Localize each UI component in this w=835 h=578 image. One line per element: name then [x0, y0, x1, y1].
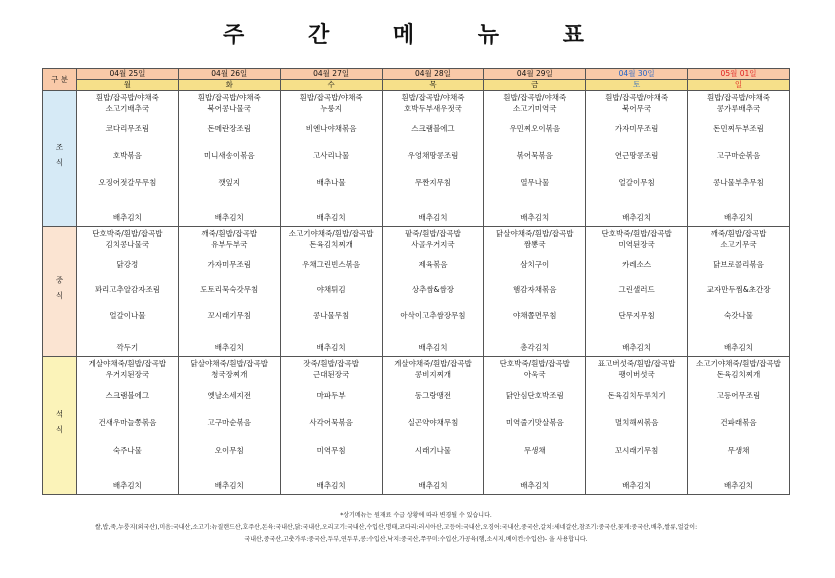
menu-item: 미니새송이볶음 [203, 151, 255, 161]
menu-item: 흰밥/잡곡밥/야채죽 [197, 93, 261, 102]
menu-item: 숙주나물 [112, 445, 142, 455]
weekday-header: 월 [77, 80, 179, 91]
menu-item: 소고기배추국 [105, 103, 150, 113]
menu-item: 단무지무침 [618, 310, 655, 320]
menu-item: 콩나물무침 [312, 310, 350, 320]
category-header: 구 분 [43, 69, 77, 91]
footnote [42, 510, 790, 546]
breakfast-menu-cell [688, 91, 790, 227]
footnote-notice: *상기메뉴는 원재료 수급 상황에 따라 변경될 수 있습니다. [340, 512, 492, 519]
menu-item: 배추김치 [112, 213, 142, 222]
menu-item: 청국장찌개 [211, 369, 248, 379]
menu-item: 우채그린빈스볶음 [302, 259, 361, 269]
menu-item: 배추김치 [418, 481, 448, 490]
menu-item: 가자미무조림 [614, 124, 659, 134]
menu-item: 콩가루배추국 [716, 103, 761, 113]
menu-item: 볶어묵볶음 [516, 151, 553, 161]
footnote-origin-line: 쌀,밥,죽,누룽지(외국산),미음:국내산,소고기:뉴질랜드산,호주산,돈육:국내산,닭:국내산,오리고기:국내산,수입산,명태,코다리:러시아산,고등어:국내산,오징어:국내산,중국산,갈치:세네갈산,참조기:중국산,꽃게:중국산,배추,쌀류,얼갈이: [94, 524, 698, 531]
menu-item: 오이무침 [214, 445, 244, 455]
page-title: 주 간 메 뉴 표 [223, 23, 612, 48]
menu-item: 단호박죽/흰밥/잡곡밥 [601, 229, 672, 238]
menu-item: 열무나물 [520, 178, 550, 188]
menu-item: 배추김치 [316, 213, 346, 222]
menu-item: 삼치구이 [520, 259, 550, 269]
menu-item: 흰밥/잡곡밥/야채죽 [299, 93, 363, 102]
menu-item: 북어콩나물국 [207, 103, 251, 113]
menu-item: 우민찌오이볶음 [509, 124, 561, 134]
menu-item: 우엉채땅콩조림 [407, 151, 459, 161]
menu-item: 고사리나물 [312, 151, 350, 161]
menu-item: 배추김치 [520, 481, 550, 490]
menu-item: 제육볶음 [418, 259, 448, 269]
date-header: 04월 25일 [77, 69, 179, 80]
menu-item: 흰밥/잡곡밥/야채죽 [95, 93, 159, 102]
menu-item: 단호박죽/흰밥/잡곡밥 [92, 229, 163, 238]
weekly-menu-table [42, 68, 790, 495]
menu-item: 건파래볶음 [720, 418, 757, 428]
menu-item: 배추김치 [214, 213, 244, 222]
menu-item: 미역된장국 [618, 239, 655, 249]
dinner-row [43, 357, 790, 495]
menu-item: 얼갈이나물 [109, 310, 146, 320]
menu-item: 비엔나야채볶음 [305, 124, 357, 134]
menu-item: 배추나물 [316, 178, 346, 188]
menu-item: 고구마순볶음 [207, 418, 251, 428]
menu-item: 배추김치 [724, 343, 754, 352]
lunch-menu-cell [586, 227, 688, 357]
menu-item: 표고버섯죽/흰밥/잡곡밥 [597, 359, 676, 368]
date-header: 04월 30일 [586, 69, 688, 80]
menu-item: 게살야채죽/흰밥/잡곡밥 [394, 359, 472, 368]
menu-item: 근대된장국 [312, 369, 350, 379]
menu-item: 배추김치 [316, 481, 346, 490]
menu-item: 돈육김치두루치기 [607, 390, 666, 400]
menu-item: 오징어젓갈무무침 [98, 178, 157, 188]
lunch-row [43, 227, 790, 357]
dinner-menu-cell [484, 357, 586, 495]
menu-item: 북어무국 [622, 103, 652, 113]
breakfast-row [43, 91, 790, 227]
menu-item: 깨죽/흰밥/잡곡밥 [201, 229, 258, 238]
menu-item: 팽이버섯국 [618, 369, 655, 379]
menu-item: 배추김치 [724, 481, 754, 490]
menu-item: 미역무침 [316, 445, 346, 455]
menu-item: 실곤약야채무침 [407, 418, 459, 428]
menu-item: 우거지된장국 [105, 369, 150, 379]
menu-item: 유부두부국 [211, 239, 248, 249]
menu-item: 흰밥/잡곡밥/야채죽 [707, 93, 771, 102]
lunch-menu-cell [688, 227, 790, 357]
weekday-header: 화 [178, 80, 280, 91]
weekday-header: 목 [382, 80, 484, 91]
menu-item: 흰밥/잡곡밥/야채죽 [605, 93, 669, 102]
menu-item: 배추김치 [724, 213, 754, 222]
menu-item: 콩나물부추무침 [713, 178, 764, 188]
menu-item: 닭브로콜리볶음 [713, 259, 764, 269]
menu-item: 게살야채죽/흰밥/잡곡밥 [88, 359, 167, 368]
date-header: 04월 27일 [280, 69, 382, 80]
menu-item: 아삭이고추쌈장무침 [400, 310, 466, 320]
menu-item: 배추김치 [622, 213, 652, 222]
menu-item: 연근땅콩조림 [614, 151, 659, 161]
menu-item: 소고기무국 [720, 239, 757, 249]
menu-item: 고구마순볶음 [716, 151, 761, 161]
menu-item: 배추김치 [316, 343, 346, 352]
dinner-menu-cell [586, 357, 688, 495]
menu-item: 꼬시래기무침 [614, 445, 659, 455]
menu-item: 배추김치 [418, 343, 448, 352]
menu-item: 누룽지 [320, 103, 342, 113]
weekday-header: 토 [586, 80, 688, 91]
weekday-header: 금 [484, 80, 586, 91]
dinner-menu-cell [382, 357, 484, 495]
menu-item: 교자만두찜&초간장 [706, 285, 771, 295]
menu-item: 단호박죽/흰밥/잡곡밥 [499, 359, 570, 368]
menu-item: 배추김치 [112, 481, 142, 490]
menu-item: 햄감자채볶음 [513, 285, 557, 295]
menu-item: 미역줄기맛살볶음 [505, 418, 564, 428]
menu-item: 그린샐러드 [618, 285, 655, 295]
menu-item: 무생채 [523, 445, 546, 455]
date-header: 04월 29일 [484, 69, 586, 80]
menu-item: 동그랑땡전 [414, 390, 452, 400]
menu-item: 콩비지찌개 [414, 369, 452, 379]
lunch-menu-cell [280, 227, 382, 357]
menu-item: 돈육김치찌개 [716, 369, 761, 379]
menu-item: 얼갈이무침 [618, 178, 655, 188]
menu-item: 돈육김치찌개 [309, 239, 353, 249]
menu-item: 무생채 [727, 445, 750, 455]
menu-item: 꼬시래기무침 [207, 310, 251, 320]
menu-item: 배추김치 [622, 343, 652, 352]
date-header: 04월 26일 [178, 69, 280, 80]
menu-item: 도토리묵숙갓무침 [200, 285, 259, 295]
menu-item: 마파두부 [316, 390, 346, 400]
breakfast-menu-cell [77, 91, 179, 227]
lunch-menu-cell [382, 227, 484, 357]
dinner-menu-cell [688, 357, 790, 495]
menu-item: 흰밥/잡곡밥/야채죽 [503, 93, 567, 102]
menu-item: 배추김치 [520, 213, 550, 222]
menu-item: 호박두부새우젓국 [403, 103, 462, 113]
dinner-menu-cell [280, 357, 382, 495]
menu-item: 닭살야채죽/흰밥/잡곡밥 [496, 229, 574, 238]
menu-item: 팥죽/흰밥/잡곡밥 [405, 229, 461, 238]
menu-item: 시래기나물 [414, 445, 452, 455]
menu-item: 숙갓나물 [724, 310, 754, 320]
weekday-header: 수 [280, 80, 382, 91]
menu-item: 무짠지무침 [414, 178, 452, 188]
breakfast-menu-cell [178, 91, 280, 227]
menu-item: 스크램블에그 [105, 390, 150, 400]
lunch-menu-cell [178, 227, 280, 357]
menu-item: 닭살야채죽/흰밥/잡곡밥 [190, 359, 269, 368]
menu-item: 닭안심단호박조림 [505, 390, 564, 400]
menu-item: 호박볶음 [112, 151, 142, 161]
menu-item: 깍두기 [116, 343, 139, 352]
menu-item: 카레소스 [622, 259, 652, 269]
menu-item: 돈민찌두부조림 [713, 124, 764, 134]
menu-item: 고등어무조림 [716, 390, 761, 400]
dinner-menu-cell [77, 357, 179, 495]
menu-item: 짬뽕국 [523, 239, 546, 249]
menu-item: 코다리무조림 [105, 124, 150, 134]
date-header: 05월 01일 [688, 69, 790, 80]
lunch-menu-cell [77, 227, 179, 357]
menu-item: 닭강정 [116, 259, 139, 269]
menu-item: 아욱국 [523, 369, 546, 379]
menu-item: 배추김치 [214, 481, 244, 490]
lunch-label: 중식 [43, 227, 77, 357]
menu-item: 스크램블에그 [411, 124, 455, 134]
menu-item: 김치콩나물국 [105, 239, 150, 249]
menu-item: 가자미무조림 [207, 259, 251, 269]
menu-item: 사각어묵볶음 [309, 418, 353, 428]
menu-item: 꽈리고추알감자조림 [94, 285, 161, 295]
breakfast-menu-cell [586, 91, 688, 227]
menu-item: 배추김치 [622, 481, 652, 490]
menu-item: 건새우마늘쫑볶음 [98, 418, 157, 428]
breakfast-menu-cell [280, 91, 382, 227]
weekday-header: 일 [688, 80, 790, 91]
menu-item: 배추김치 [214, 343, 244, 352]
menu-item: 사골우거지국 [411, 239, 455, 249]
date-header: 04월 28일 [382, 69, 484, 80]
menu-item: 흰밥/잡곡밥/야채죽 [401, 93, 465, 102]
breakfast-menu-cell [484, 91, 586, 227]
menu-item: 깨죽/흰밥/잡곡밥 [710, 229, 767, 238]
menu-item: 소고기야채죽/흰밥/잡곡밥 [288, 229, 374, 238]
menu-item: 배추김치 [418, 213, 448, 222]
menu-item: 야채튀김 [316, 285, 346, 295]
breakfast-menu-cell [382, 91, 484, 227]
dinner-menu-cell [178, 357, 280, 495]
menu-item: 깻잎지 [218, 178, 241, 188]
menu-item: 야채쫄면무침 [513, 310, 557, 320]
menu-item: 소고기미역국 [513, 103, 557, 113]
breakfast-label: 조식 [43, 91, 77, 227]
menu-item: 잣죽/흰밥/잡곡밥 [303, 359, 359, 368]
footnote-origin-line: 국내산,중국산,고춧가루:중국산,두부,연두부,콩:수입산,낙지:중국산,쭈꾸미:수입산,가공육(햄,소시지,베이컨:수입산)- 을 사용합니다. [244, 536, 588, 543]
menu-item: 멸치해씨볶음 [614, 418, 659, 428]
menu-item: 소고기야채죽/흰밥/잡곡밥 [696, 359, 781, 368]
dinner-label: 석식 [43, 357, 77, 495]
menu-item: 총각김치 [520, 343, 550, 352]
menu-item: 돈메란장조림 [207, 124, 251, 134]
menu-item: 옛날소세지전 [207, 390, 251, 400]
lunch-menu-cell [484, 227, 586, 357]
menu-item: 상추쌈&쌈장 [411, 285, 454, 295]
